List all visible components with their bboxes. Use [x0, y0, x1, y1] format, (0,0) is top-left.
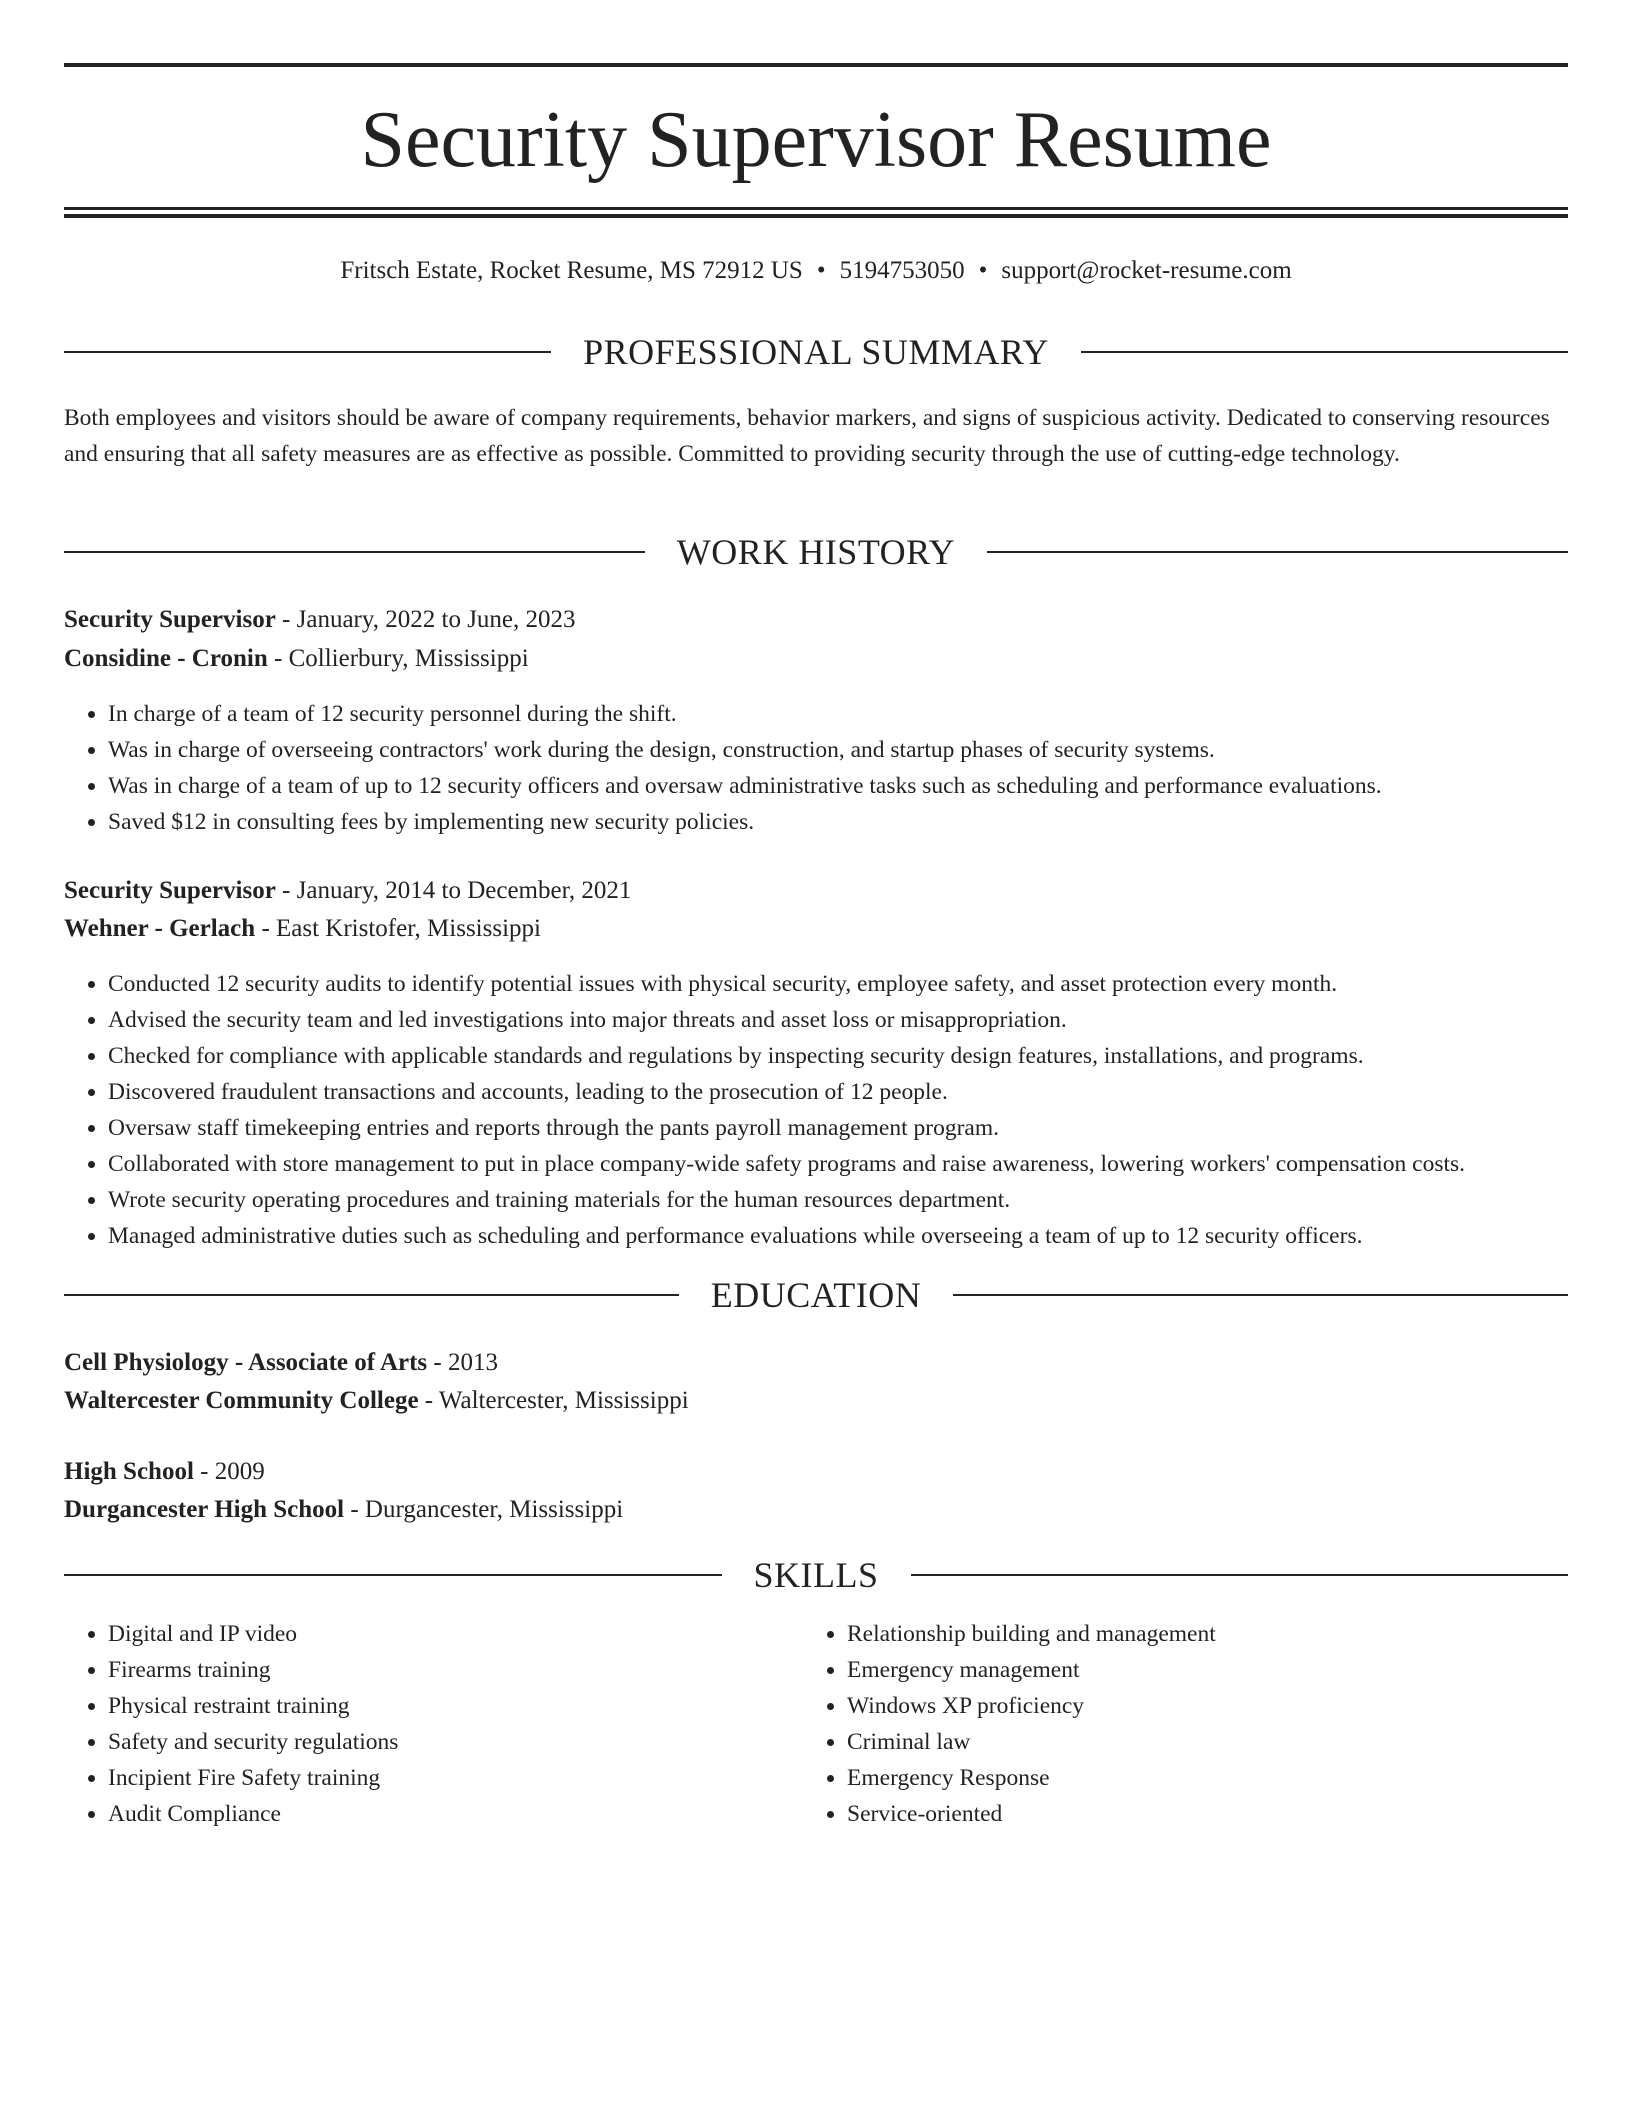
list-item: • Emergency Response: [847, 1760, 1567, 1796]
job-company-line: [64, 910, 1568, 948]
heading-rule: [953, 1294, 1568, 1296]
skills-list-right: [803, 1616, 1567, 1832]
job-title: Security Supervisor: [64, 606, 276, 633]
list-item: • Conducted 12 security audits to identify potential issues with physical security, employee safety, and asset protection every month.: [108, 966, 1592, 1002]
list-item: • Criminal law: [847, 1724, 1567, 1760]
heading-rule: [1081, 351, 1568, 353]
list-item: • Physical restraint training: [108, 1688, 788, 1724]
job-location: - Collierbury, Mississippi: [267, 645, 529, 672]
section-title: EDUCATION: [710, 1275, 922, 1315]
heading-rule: [987, 551, 1568, 553]
list-item: • Managed administrative duties such as scheduling and performance evaluations while overseeing a team of up to 12 security officers.: [108, 1218, 1592, 1254]
education-year: - 2013: [427, 1349, 498, 1376]
job-company: Considine - Cronin: [64, 645, 268, 672]
heading-rule: [64, 551, 645, 553]
heading-rule: [911, 1574, 1569, 1576]
list-item: • Discovered fraudulent transactions and accounts, leading to the prosecution of 12 people.: [108, 1074, 1592, 1110]
skills-list-left: [64, 1616, 788, 1832]
list-item: • Service-oriented: [847, 1796, 1567, 1832]
education-school: Durgancester High School: [64, 1496, 345, 1523]
job-company-line: [64, 640, 1568, 678]
section-title: PROFESSIONAL SUMMARY: [583, 332, 1049, 372]
education-degree-line: [64, 1453, 1568, 1491]
top-divider: [64, 63, 1568, 67]
list-item: • Advised the security team and led investigations into major threats and asset loss or misappropriation.: [108, 1002, 1592, 1038]
heading-rule: [64, 1574, 722, 1576]
job-title: Security Supervisor: [64, 877, 276, 904]
section-heading-skills: [64, 1553, 1568, 1597]
contact-separator: •: [816, 257, 826, 284]
heading-rule: [64, 351, 551, 353]
education-location: - Durgancester, Mississippi: [344, 1496, 624, 1523]
section-heading-education: [64, 1273, 1568, 1317]
education-school-line: [64, 1491, 1568, 1529]
section-heading-work-history: [64, 530, 1568, 574]
list-item: • Windows XP proficiency: [847, 1688, 1567, 1724]
list-item: • Relationship building and management: [847, 1616, 1567, 1652]
section-heading-summary: [64, 330, 1568, 374]
section-title: WORK HISTORY: [676, 532, 956, 572]
job-location: - East Kristofer, Mississippi: [255, 915, 541, 942]
contact-separator: •: [978, 257, 988, 284]
summary-text: Both employees and visitors should be aware of company requirements, behavior markers, and signs of suspicious activity. Dedicated to conserving resources and ensuring that all safety measures are as effective as possible. Committed to providing security through the use of cutting-edge technology.: [64, 405, 1550, 467]
education-school-line: [64, 1382, 1568, 1420]
list-item: • Firearms training: [108, 1652, 788, 1688]
list-item: • Was in charge of overseeing contractors' work during the design, construction, and startup phases of security systems.: [108, 732, 1592, 768]
heading-rule: [64, 1294, 679, 1296]
list-item: • Checked for compliance with applicable standards and regulations by inspecting security design features, installations, and programs.: [108, 1038, 1592, 1074]
list-item: • Incipient Fire Safety training: [108, 1760, 788, 1796]
list-item: • Oversaw staff timekeeping entries and reports through the pants payroll management program.: [108, 1110, 1592, 1146]
job-title-line: [64, 601, 1568, 639]
education-degree-line: [64, 1344, 1568, 1382]
list-item: • Was in charge of a team of up to 12 security officers and oversaw administrative tasks such as scheduling and performance evaluations.: [108, 768, 1592, 804]
resume-title: Security Supervisor Resume: [360, 96, 1272, 184]
contact-phone: 5194753050: [839, 257, 965, 284]
list-item: • In charge of a team of 12 security personnel during the shift.: [108, 696, 1592, 732]
job-duties-list: [64, 966, 1592, 1254]
list-item: • Emergency management: [847, 1652, 1567, 1688]
job-title-line: [64, 872, 1568, 910]
title-double-divider: [64, 207, 1568, 218]
section-title: SKILLS: [753, 1555, 879, 1595]
education-degree: High School: [64, 1458, 194, 1485]
contact-line: [64, 254, 1568, 288]
list-item: • Digital and IP video: [108, 1616, 788, 1652]
job-dates: - January, 2014 to December, 2021: [275, 877, 632, 904]
list-item: • Safety and security regulations: [108, 1724, 788, 1760]
contact-email: support@rocket-resume.com: [1001, 257, 1292, 284]
job-company: Wehner - Gerlach: [64, 915, 256, 942]
list-item: • Wrote security operating procedures and training materials for the human resources department.: [108, 1182, 1592, 1218]
education-location: - Waltercester, Mississippi: [418, 1387, 689, 1414]
education-degree: Cell Physiology - Associate of Arts: [64, 1349, 428, 1376]
contact-address: Fritsch Estate, Rocket Resume, MS 72912 US: [340, 257, 803, 284]
list-item: • Collaborated with store management to put in place company-wide safety programs and raise awareness, lowering workers' compensation costs.: [108, 1146, 1592, 1182]
education-school: Waltercester Community College: [64, 1387, 419, 1414]
education-year: - 2009: [193, 1458, 265, 1485]
list-item: • Audit Compliance: [108, 1796, 788, 1832]
list-item: • Saved $12 in consulting fees by implementing new security policies.: [108, 804, 1592, 840]
job-dates: - January, 2022 to June, 2023: [275, 606, 576, 633]
job-duties-list: [64, 696, 1592, 840]
